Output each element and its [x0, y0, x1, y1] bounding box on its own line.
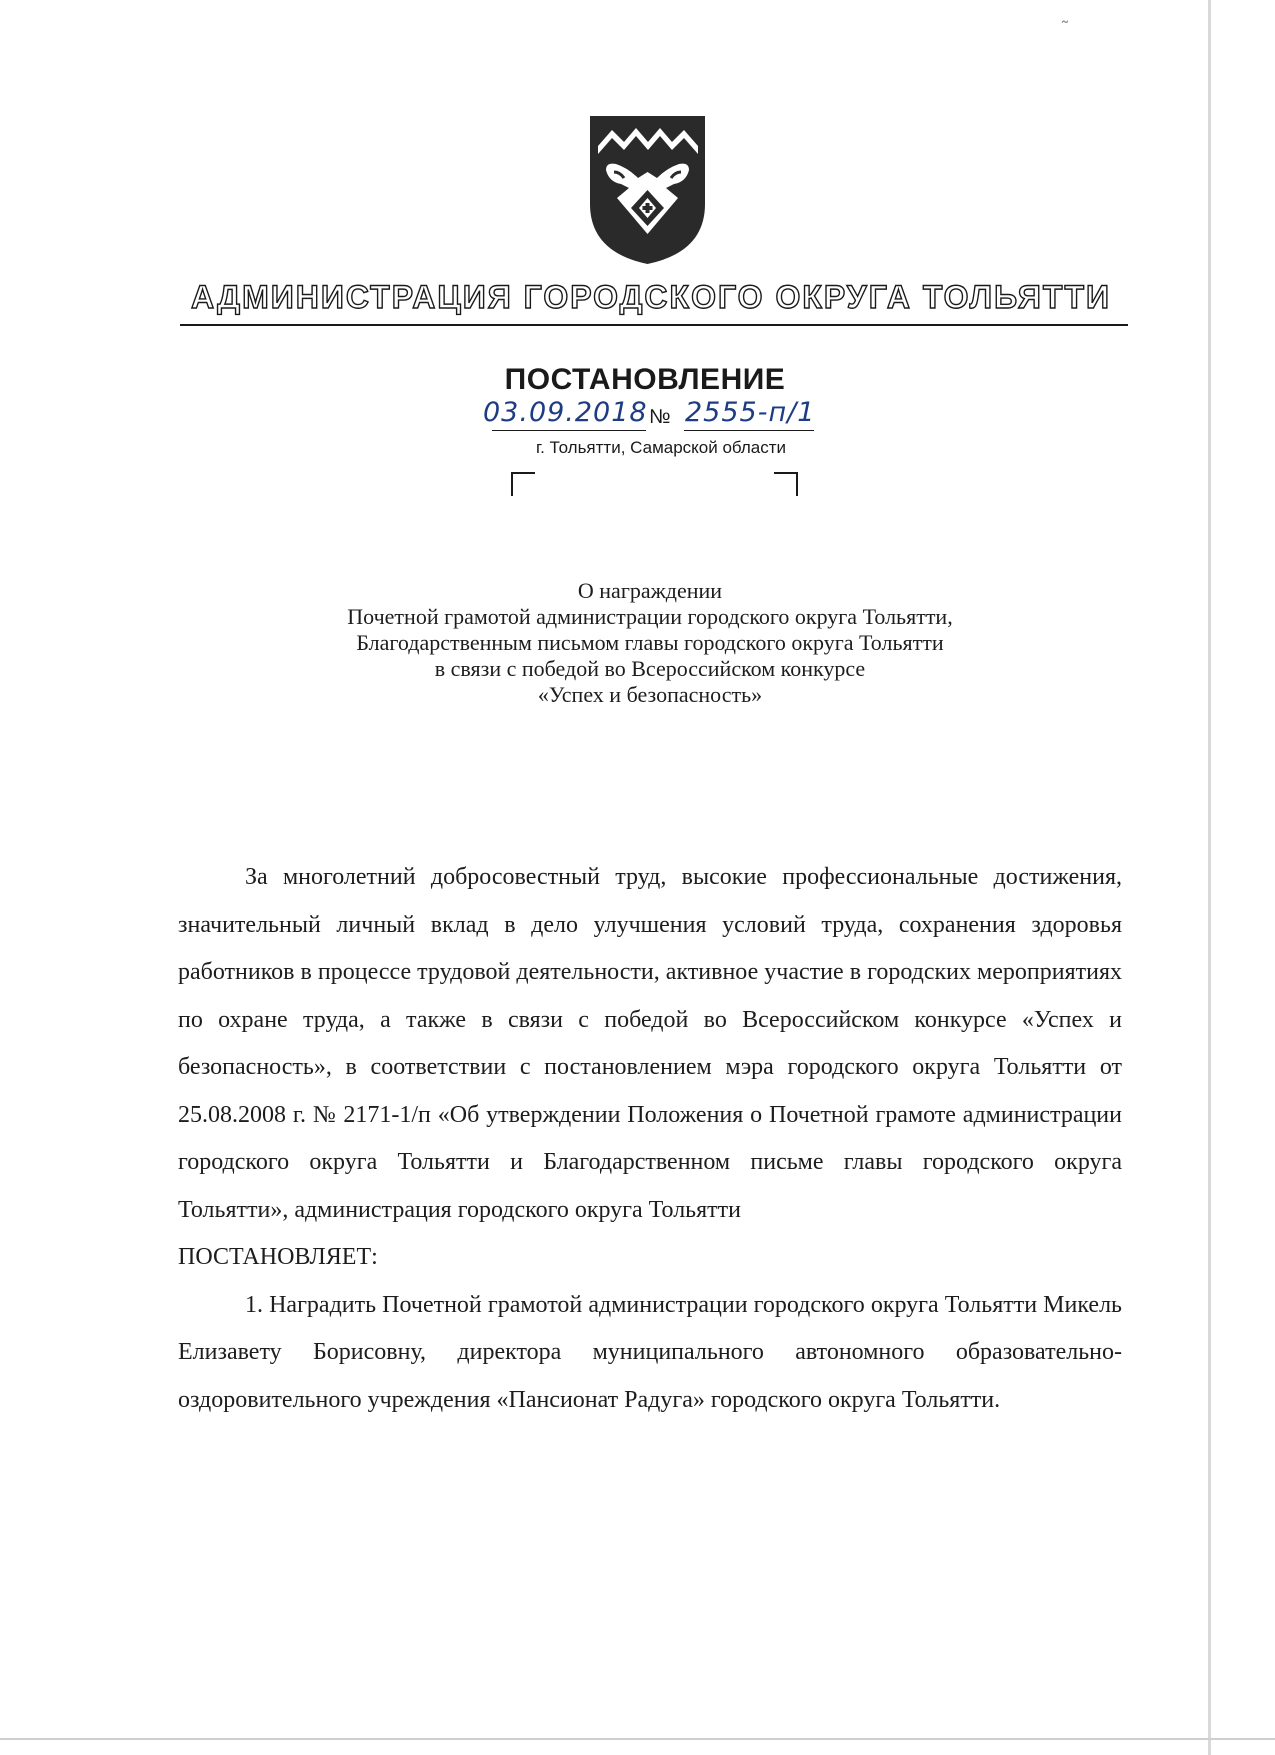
handwritten-date: 03.09.2018	[483, 397, 648, 428]
corner-mark: ˜	[1062, 18, 1068, 38]
document-subject	[240, 578, 1060, 708]
subject-line: Почетной грамотой администрации городского округа Тольятти,	[347, 604, 953, 629]
resolves-heading: ПОСТАНОВЛЯЕТ:	[178, 1244, 378, 1270]
document-type: ПОСТАНОВЛЕНИЕ	[504, 363, 786, 396]
subject-line: О награждении	[577, 578, 723, 603]
preamble-paragraph: За многолетний добросовестный труд, высокие профессиональные достижения, значительный личный вклад в дело улучшения условий труда, сохранения здоровья работников в процессе трудовой деятельности, активное участие в городских мероприятиях по охране труда, а также в связи с победой во Всероссийском конкурсе «Успех и безопасность», в соответствии с постановлением мэра городского округа Тольятти от 25.08.2008 г. № 2171-1/п «Об утверждении Положения о Почетной грамоте администрации городского округа Тольятти и Благодарственном письме главы городского округа Тольятти», администрация городского округа Тольятти	[178, 864, 1122, 1223]
bracket-right	[774, 472, 798, 496]
header-rule	[180, 324, 1128, 326]
subject-line: в связи с победой во Всероссийском конкурсе	[434, 656, 866, 681]
page-edge-right	[1208, 0, 1211, 1755]
city-line: г. Тольятти, Самарской области	[535, 438, 787, 457]
date-underline	[492, 430, 646, 431]
document-body	[178, 854, 1122, 1424]
resolution-item-1: 1. Наградить Почетной грамотой администрации городского округа Тольятти Микель Елизавету Борисовну, директора муниципального автономного образовательно-оздоровительного учреждения «Пансионат Радуга» городского округа Тольятти.	[178, 1291, 1122, 1413]
coat-of-arms-icon	[586, 112, 709, 266]
subject-line: «Успех и безопасность»	[537, 682, 763, 707]
number-sign: №	[649, 406, 671, 428]
subject-line: Благодарственным письмом главы городского округа Тольятти	[356, 630, 944, 655]
page-edge-bottom	[0, 1738, 1275, 1740]
bracket-left	[511, 472, 535, 496]
handwritten-number: 2555-п/1	[685, 397, 816, 428]
administration-title: АДМИНИСТРАЦИЯ ГОРОДСКОГО ОКРУГА ТОЛЬЯТТИ	[191, 279, 1111, 315]
number-underline	[684, 430, 814, 431]
